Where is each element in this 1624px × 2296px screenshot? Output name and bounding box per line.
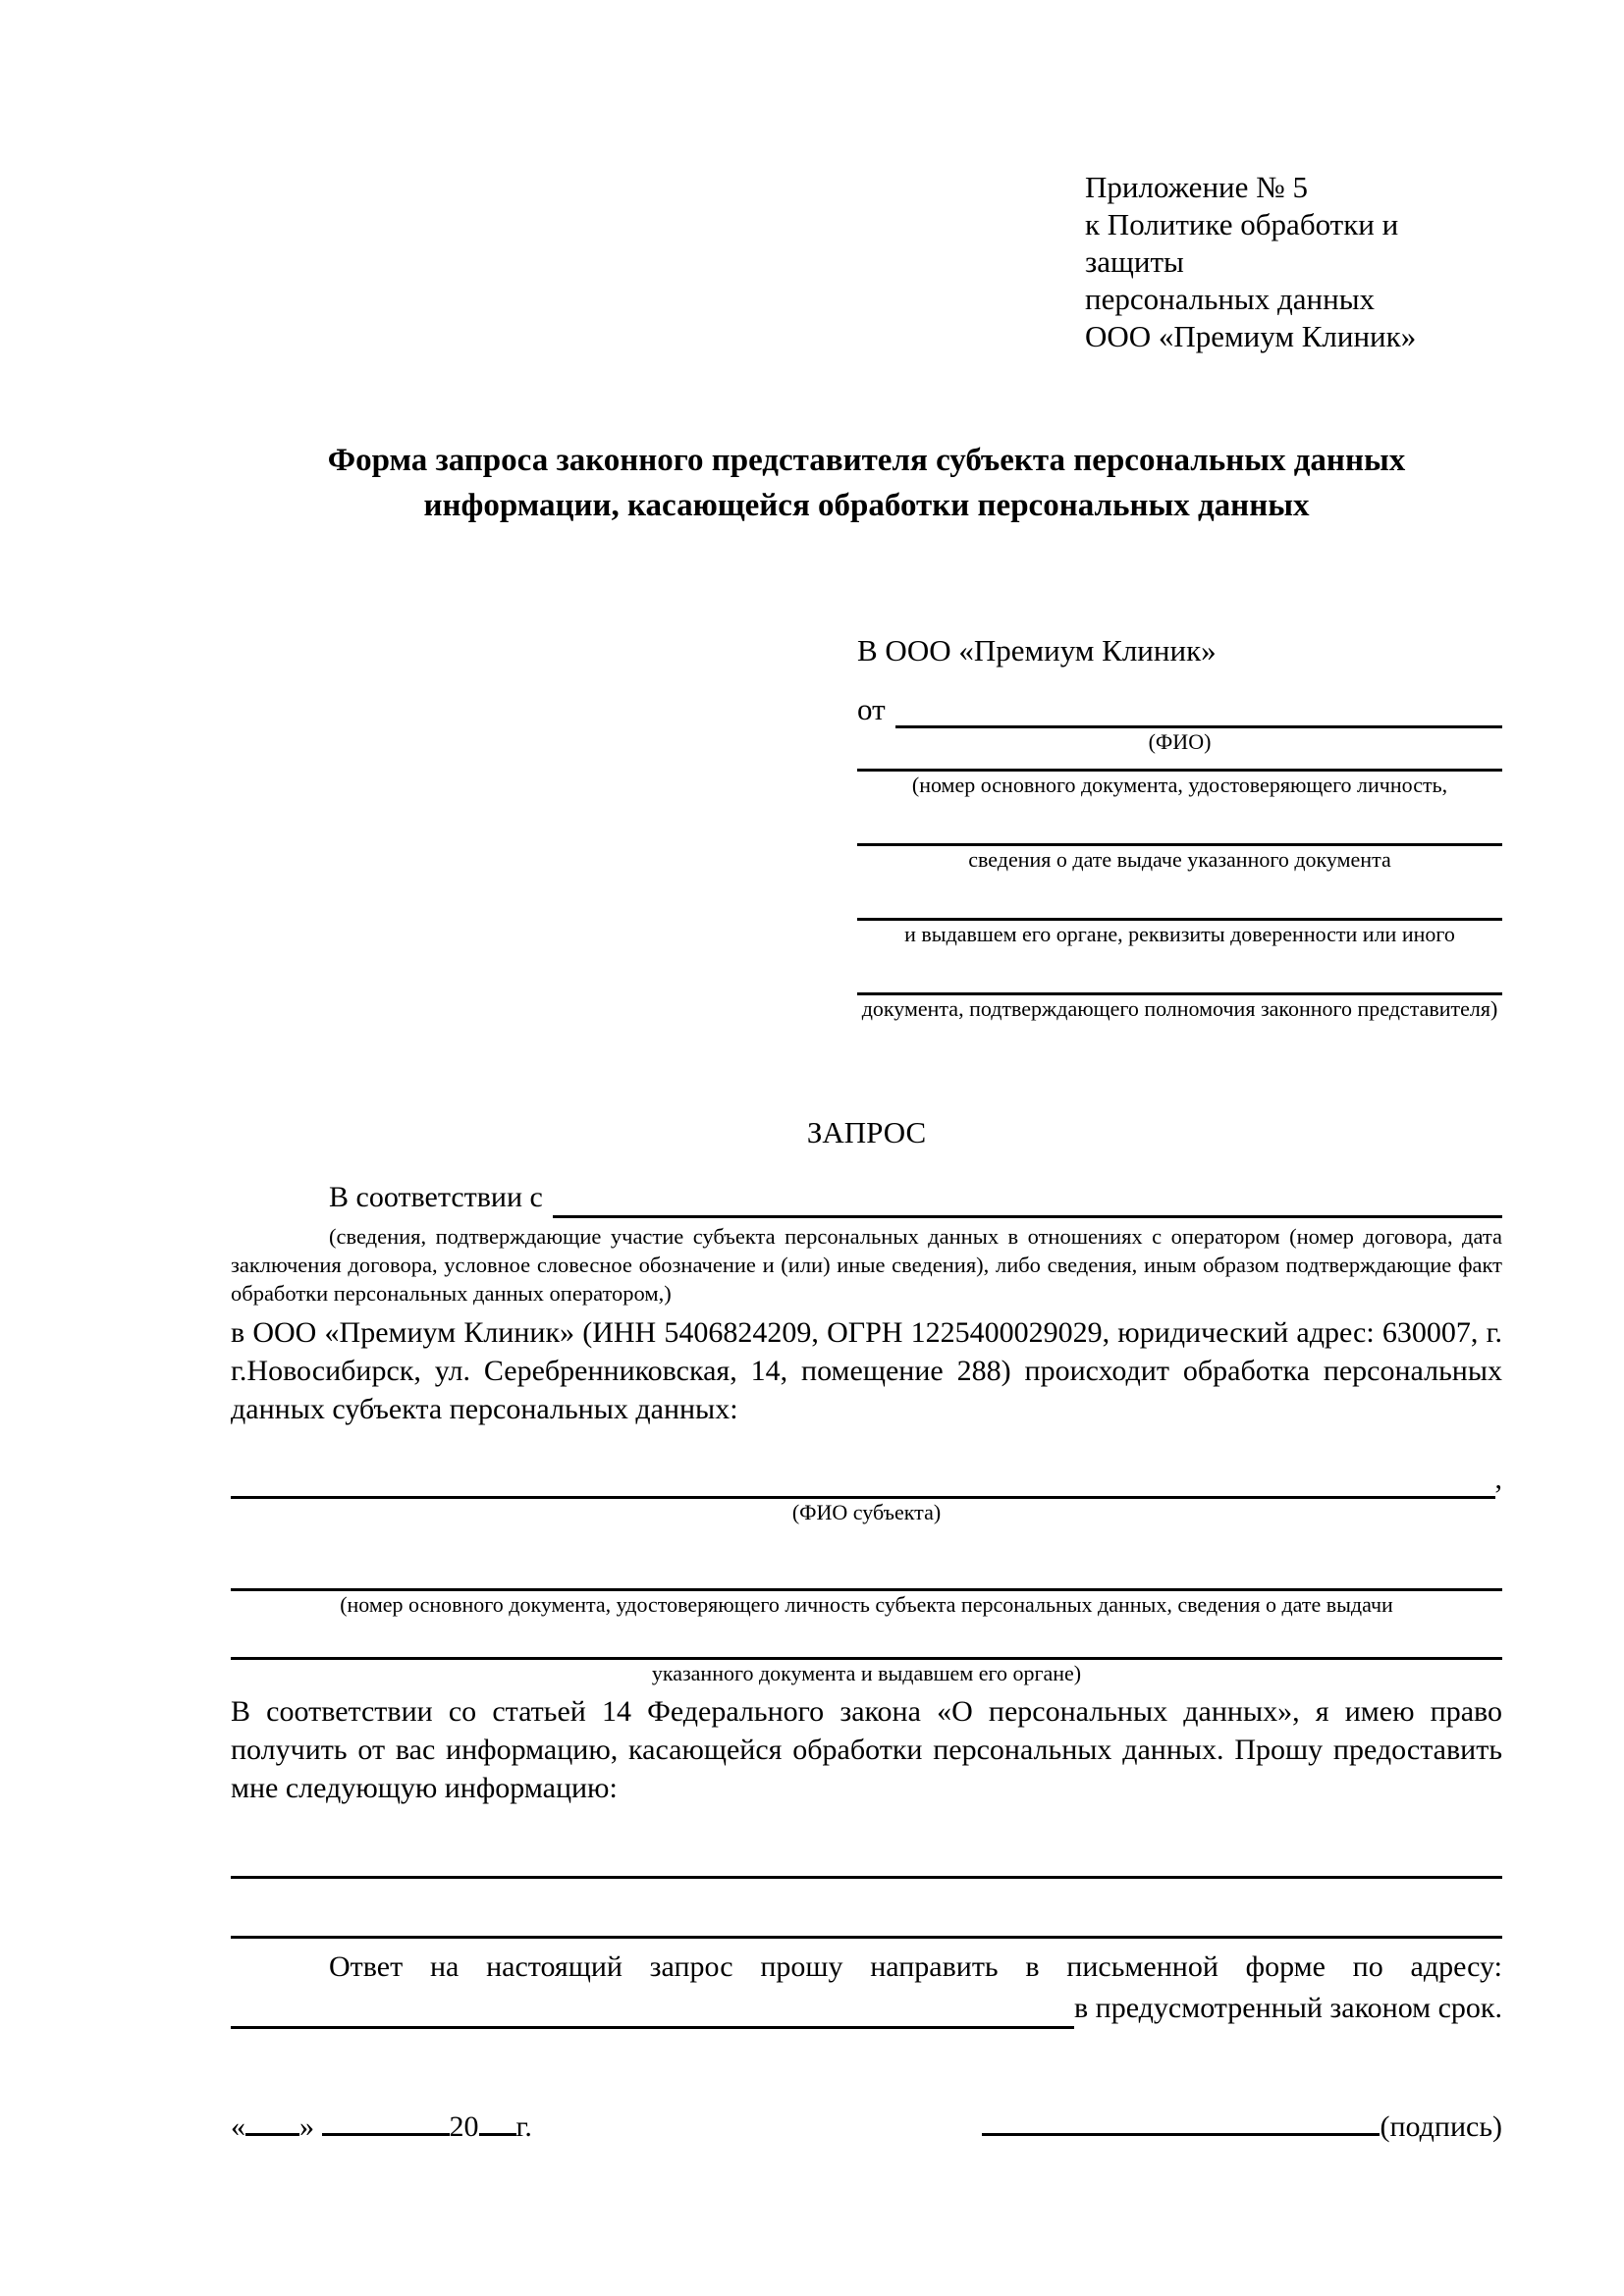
- rights-paragraph: В соответствии со статьей 14 Федерального закона «О персональных данных», я имею право получить от вас информацию, касающейся обработки персональных данных. Прошу предоставить мне следующую информацию:: [231, 1695, 1502, 1804]
- appendix-line: Приложение № 5: [1085, 170, 1308, 204]
- subject-doc-blank-line: [231, 1618, 1502, 1660]
- document-title: [231, 438, 1502, 528]
- blank-line: [857, 873, 1502, 921]
- blank-caption: сведения о дате выдаче указанного документа: [968, 847, 1391, 872]
- request-heading: ЗАПРОС: [806, 1115, 927, 1149]
- signature-caption: (подпись): [1380, 2110, 1502, 2143]
- subject-doc-blank-line: [231, 1553, 1502, 1591]
- from-label: от: [857, 692, 886, 726]
- answer-address-blank-line: [231, 1988, 1074, 2029]
- blank-caption: и выдавшем его органе, реквизиты доверенности или иного: [904, 922, 1455, 946]
- date-close-quote: »: [299, 2110, 314, 2143]
- subject-doc-caption: указанного документа и выдавшем его органе): [651, 1661, 1082, 1685]
- date-month-blank: [322, 2133, 450, 2136]
- subject-fio-line: [231, 1460, 1502, 1499]
- in-accordance-line: [231, 1177, 1502, 1218]
- from-blank-line: [895, 691, 1502, 728]
- date-signature-row: [231, 2108, 1502, 2147]
- date-year-blank: [479, 2133, 516, 2136]
- blank-line: [857, 947, 1502, 995]
- in-accordance-blank-line: [553, 1177, 1502, 1218]
- answer-paragraph: Ответ на настоящий запрос прошу направить в письменной форме по адресу:: [329, 1950, 1502, 1983]
- info-blank-line: [231, 1879, 1502, 1939]
- date-open-quote: «: [231, 2110, 245, 2143]
- addressee-to: В ООО «Премиум Клиник»: [857, 633, 1217, 667]
- blank-caption: документа, подтверждающего полномочия законного представителя): [861, 996, 1498, 1021]
- blank-line: [857, 798, 1502, 846]
- info-blank-line: [231, 1842, 1502, 1879]
- date-year-suffix: г.: [515, 2110, 532, 2143]
- subject-doc-caption: (номер основного документа, удостоверяющего личность субъекта персональных данных, сведения о дате выдачи: [340, 1592, 1393, 1617]
- appendix-line: к Политике обработки и защиты: [1085, 207, 1399, 279]
- request-note: (сведения, подтверждающие участие субъекта персональных данных в отношениях с оператором (номер договора, дата заключения договора, условное словесное обозначение и (или) иные сведения), либо сведения, иным образом подтверждающие факт обработки персональных данных оператором,): [231, 1224, 1502, 1306]
- fio-caption: (ФИО): [1148, 729, 1212, 754]
- blank-line: [857, 755, 1502, 772]
- title-line-2: информации, касающейся обработки персональных данных: [423, 488, 1310, 523]
- signature-line: [982, 2108, 1502, 2147]
- date-year-prefix: 20: [449, 2110, 479, 2143]
- subject-fio-blank-line: [231, 1460, 1495, 1499]
- date-line: [231, 2108, 532, 2147]
- from-line: [857, 691, 1502, 728]
- blank-caption: (номер основного документа, удостоверяющего личность,: [911, 773, 1448, 797]
- answer-address-line: [231, 1988, 1502, 2029]
- appendix-block: [1085, 169, 1502, 355]
- operator-paragraph: в ООО «Премиум Клиник» (ИНН 5406824209, ОГРН 1225400029029, юридический адрес: 630007, г. г.Новосибирск, ул. Серебренниковская, 14, помещение 288) происходит обработка персональных данных субъекта персональных данных:: [231, 1316, 1502, 1425]
- subject-fio-caption: (ФИО субъекта): [791, 1500, 942, 1524]
- appendix-line: персональных данных: [1085, 282, 1376, 316]
- appendix-line: ООО «Премиум Клиник»: [1085, 319, 1417, 353]
- title-line-1: Форма запроса законного представителя субъекта персональных данных: [327, 443, 1406, 478]
- addressee-block: [857, 632, 1502, 1022]
- date-day-blank: [245, 2133, 299, 2136]
- signature-blank-line: [982, 2133, 1380, 2136]
- answer-suffix: в предусмотренный законом срок.: [1074, 1992, 1502, 2024]
- subject-fio-comma: ,: [1494, 1463, 1502, 1495]
- in-accordance-label: В соответствии с: [329, 1181, 543, 1213]
